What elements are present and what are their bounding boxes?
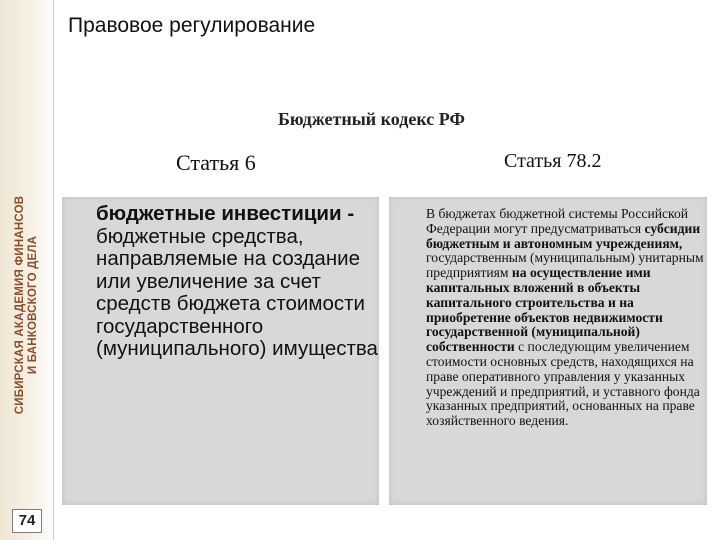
slide-title: Правовое регулирование xyxy=(68,14,316,37)
article-6-panel xyxy=(62,197,379,505)
organization-name-line1: СИБИРСКАЯ АКАДЕМИЯ ФИНАНСОВ xyxy=(14,195,26,415)
text-segment-bold: на осуществление ими капитальных вложений в объекты капитального строительства и на приобретение объектов недвижимости государственной (муниципальной) собственности xyxy=(426,265,663,355)
article-6-text xyxy=(96,203,386,361)
organization-name-line2: И БАНКОВСКОГО ДЕЛА xyxy=(27,235,39,375)
text-segment: с последующим увеличением стоимости основных средств, находящихся на праве оперативного управления у указанных учреждений и предприятий, и уставного фонда указанных предприятий, основанных на праве хозяйственного ведения. xyxy=(426,339,700,429)
article-6-heading: Статья 6 xyxy=(176,150,256,175)
article-78-2-heading: Статья 78.2 xyxy=(504,150,602,172)
text-segment: государственным (муниципальным) унитарным предприятиям xyxy=(426,250,704,281)
sidebar-band xyxy=(0,0,54,540)
organization-name xyxy=(14,196,40,414)
article-78-2-text xyxy=(426,207,704,429)
text-segment-bold: субсидии бюджетным и автономным учреждениям, xyxy=(426,220,701,251)
article-78-2-panel xyxy=(389,197,707,505)
term-definition: бюджетные средства, направляемые на создание или увеличение за счет средств бюджета стоимости государственного (муниципального) имущества xyxy=(96,224,378,360)
page-number: 74 xyxy=(12,509,42,533)
term-budget-investments: бюджетные инвестиции - xyxy=(96,202,355,225)
text-segment: В бюджетах бюджетной системы Российской Федерации могут предусматриваться xyxy=(426,206,689,236)
code-title: Бюджетный кодекс РФ xyxy=(278,109,465,129)
